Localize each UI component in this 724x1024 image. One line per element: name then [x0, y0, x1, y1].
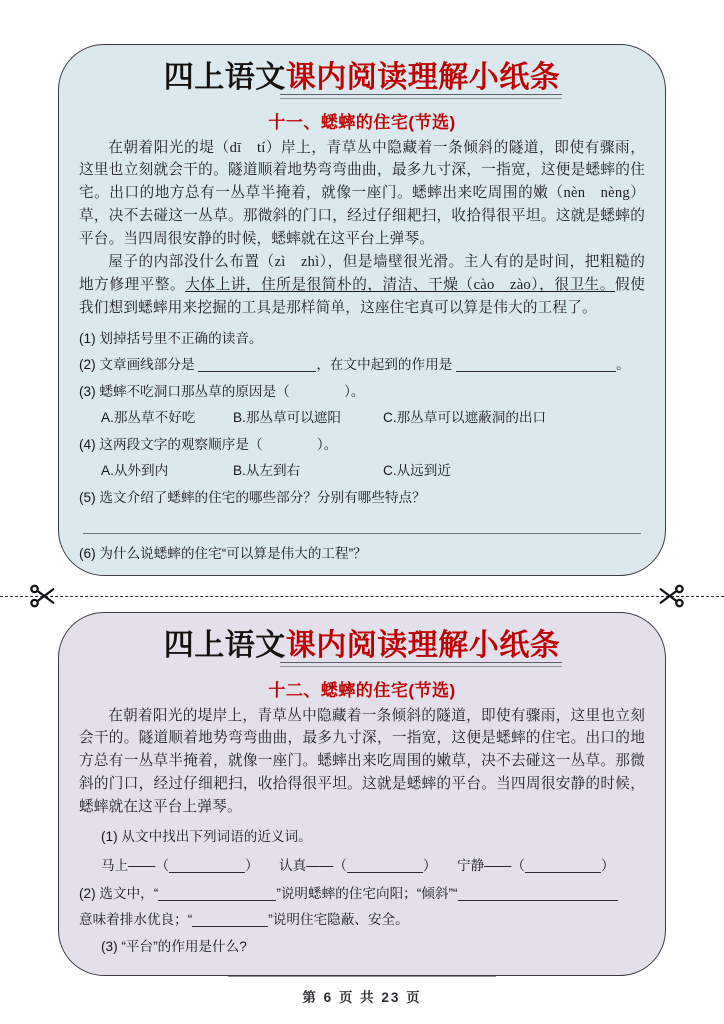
question-2-blank-one[interactable] — [198, 358, 316, 372]
card-one-subtitle: 十一、蟋蟀的住宅(节选) — [268, 112, 456, 132]
question-2-blank-two[interactable] — [456, 358, 616, 372]
card-two-question-1 — [79, 824, 645, 851]
paragraph-two-post: 假使我们想到蟋蟀用来挖掘的工具是那样简单，这座住宅真可以算是伟大的工程了。 — [79, 277, 646, 316]
question-4 — [79, 432, 645, 459]
question-3-number: (3) — [79, 383, 96, 399]
card-two-question-2-blank-one[interactable] — [158, 887, 276, 901]
card-two-question-1-number: (1) — [101, 829, 118, 845]
question-4-option-a[interactable]: A.从外到内 — [101, 463, 169, 479]
synonym-one-label: 马上——（ — [101, 857, 169, 873]
card-two-question-2-part-one: 选文中，“ — [99, 885, 159, 901]
question-2-text-part-three: 。 — [616, 357, 630, 373]
scissors-icon — [656, 581, 686, 611]
card-two-question-3-number: (3) — [101, 938, 118, 954]
card-two-question-2-part-two: ”说明蟋蟀的住宅向阳；“倾斜”“ — [276, 885, 458, 901]
question-6-number: (6) — [79, 546, 96, 562]
synonym-row — [79, 851, 645, 881]
paragraph-two-underlined: 大体上讲，住所是很简朴的，清洁、干燥（cào zào），很卫生。 — [185, 277, 616, 294]
question-5-answer-rule[interactable] — [83, 533, 641, 534]
card-one-paragraph-one: 在朝着阳光的堤（dī tí）岸上，青草丛中隐藏着一条倾斜的隧道，即使有骤雨，这里也立刻就会干的。隧道顺着地势弯弯曲曲，最多九寸深，一指宽，这便是蟋蟀的住宅。出口的地方总有一丛草半掩着，就像一座门。蟋蟀出来吃周围的嫩（nèn nèng）草，决不去碰这一丛草。那微斜的门口，经过仔细耙扫，收拾得很平坦。这就是蟋蟀的平台。当四周很安静的时候，蟋蟀就在这平台上弹琴。 — [79, 139, 645, 247]
synonym-item-three — [457, 858, 615, 873]
card-one-question-list — [79, 326, 645, 568]
cut-dashed-line — [0, 596, 724, 599]
question-6-text: 为什么说蟋蟀的住宅“可以算是伟大的工程”？ — [99, 546, 367, 562]
synonym-item-two — [279, 851, 457, 881]
synonym-three-blank[interactable] — [525, 859, 601, 873]
question-4-text: 这两段文字的观察顺序是（ ）。 — [99, 436, 338, 452]
question-3-options — [79, 405, 645, 432]
card-two-question-2-blank-two[interactable] — [458, 887, 618, 901]
question-1-text: 划掉括号里不正确的读音。 — [99, 330, 263, 346]
card-two-paragraph-one: 在朝着阳光的堤岸上，青草丛中隐藏着一条倾斜的隧道，即使有骤雨，这里也立刻会干的。隧道顺着地势弯弯曲曲，最多九寸深，一指宽，这便是蟋蟀的住宅。出口的地方总有一丛草半掩着，就像一座门。蟋蟀出来吃周围的嫩草，决不去碰这一丛草。那微斜的门口，经过仔细耙扫，收拾得很平坦。这就是蟋蟀的平台。当四周很安静的时候，蟋蟀就在这平台上弹琴。 — [79, 707, 645, 815]
card-one-title — [79, 61, 645, 95]
card-two-question-2-blank-three[interactable] — [192, 913, 268, 927]
question-2-number: (2) — [79, 357, 96, 373]
question-5-text: 选文介绍了蟋蟀的住宅的哪些部分？分别有哪些特点？ — [99, 489, 426, 505]
card-one-title-black: 四上语文 — [163, 61, 286, 94]
synonym-two-label: 认真——（ — [279, 857, 347, 873]
question-1-number: (1) — [79, 330, 96, 346]
question-3-option-c[interactable]: C.那丛草可以遮蔽洞的出口 — [383, 410, 547, 426]
synonym-two-close: ） — [422, 857, 437, 873]
question-5 — [79, 485, 645, 512]
card-two-question-2-part-three: 意味着排水优良；“ — [79, 912, 193, 928]
synonym-two-blank[interactable] — [347, 859, 423, 873]
question-3-option-b[interactable]: B.那丛草可以遮阳 — [233, 410, 341, 426]
question-4-option-c[interactable]: C.从远到近 — [383, 463, 451, 479]
question-2 — [79, 352, 645, 379]
synonym-item-one — [101, 851, 279, 881]
card-two-subtitle: 十二、蟋蟀的住宅(节选) — [268, 680, 456, 700]
page-footer — [0, 986, 724, 1007]
question-4-option-b[interactable]: B.从左到右 — [233, 463, 301, 479]
card-one-paragraph-two — [79, 251, 645, 319]
question-4-options — [79, 458, 645, 485]
card-one-title-red: 课内阅读理解小纸条 — [285, 61, 561, 94]
card-two-question-1-text: 从文中找出下列词语的近义词。 — [121, 829, 312, 845]
synonym-one-blank[interactable] — [169, 859, 245, 873]
question-2-text-part-two: ，在文中起到的作用是 — [316, 357, 453, 373]
card-two-question-2-part-four: ”说明住宅隐蔽、安全。 — [268, 912, 409, 928]
question-3 — [79, 379, 645, 406]
card-two-title-black: 四上语文 — [163, 629, 286, 662]
question-4-number: (4) — [79, 436, 96, 452]
question-3-text: 蟋蟀不吃洞口那丛草的原因是（ ）。 — [99, 383, 365, 399]
footer-divider — [228, 976, 496, 977]
page-number-text: 第 6 页 共 23 页 — [302, 990, 422, 1005]
question-6 — [79, 541, 645, 568]
synonym-three-label: 宁静——（ — [457, 857, 525, 873]
card-two-question-list — [79, 824, 645, 960]
worksheet-card-two — [58, 612, 666, 976]
card-two-question-3-text: “平台”的作用是什么? — [121, 938, 247, 954]
card-two-title-red: 课内阅读理解小纸条 — [285, 629, 561, 662]
worksheet-card-one — [58, 44, 666, 576]
card-two-question-2-number: (2) — [79, 885, 96, 901]
card-two-title — [79, 629, 645, 663]
synonym-three-close: ） — [600, 857, 615, 873]
scissors-icon — [28, 581, 58, 611]
synonym-one-close: ） — [244, 857, 259, 873]
question-2-text-part-one: 文章画线部分是 — [99, 357, 195, 373]
card-two-question-2-line-one — [79, 881, 645, 908]
paragraph-two-pre: 屋子的内部没什么布置（zì zhì），但是墙壁很光滑。主人有的是时间，把粗糙的地方修理平整。 — [79, 254, 645, 294]
card-two-question-2-line-two — [79, 907, 645, 934]
question-1 — [79, 326, 645, 353]
card-two-question-3 — [79, 934, 645, 961]
question-3-option-a[interactable]: A.那丛草不好吃 — [101, 410, 196, 426]
question-5-number: (5) — [79, 489, 96, 505]
